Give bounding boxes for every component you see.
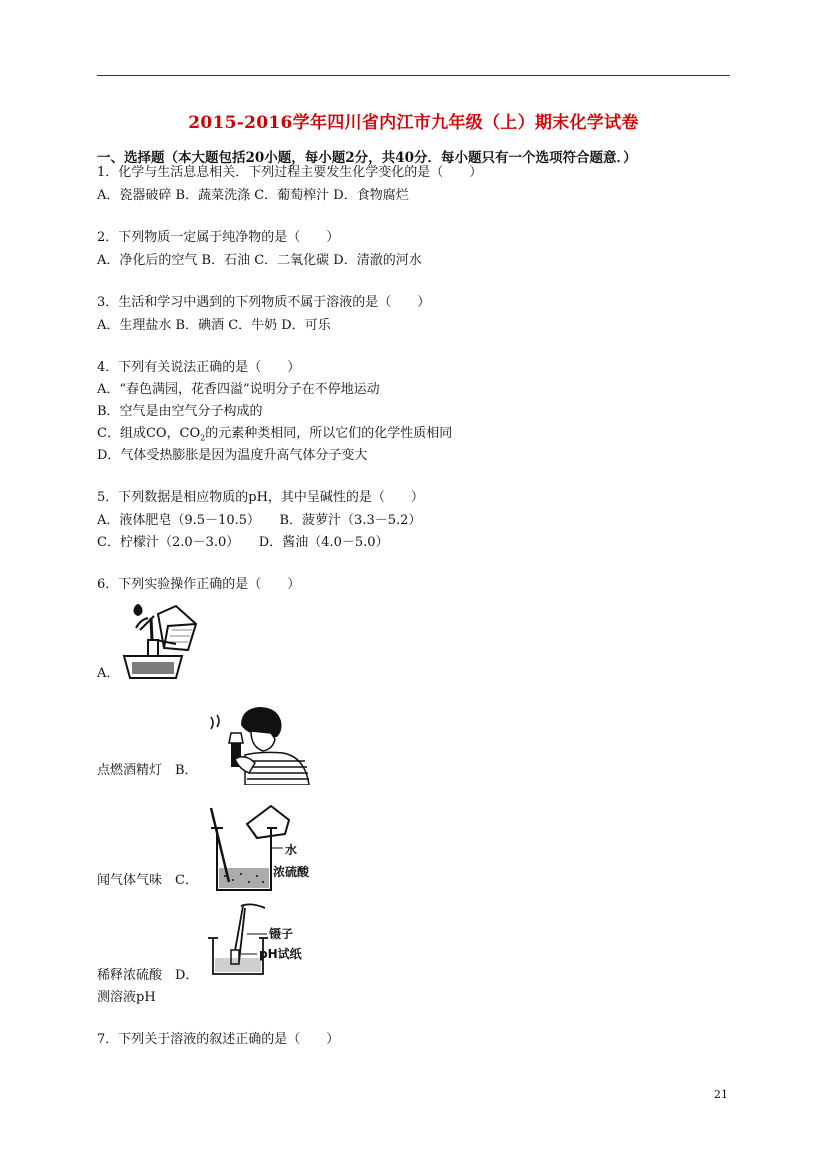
q4-c-prefix: C．组成CO，CO [97, 426, 201, 441]
figure-ph-test [205, 900, 315, 978]
figure-c-label-acid: 浓硫酸 [273, 865, 310, 879]
question-6-option-b-label: 点燃酒精灯 B． [97, 763, 198, 778]
question-5-stem: 5．下列数据是相应物质的pH，其中呈碱性的是（ ） [97, 490, 424, 505]
question-3-options: A．生理盐水 B．碘酒 C．牛奶 D．可乐 [97, 318, 331, 333]
question-6-option-d-extra: 测溶液pH [97, 990, 156, 1005]
page-number: 21 [714, 1088, 728, 1101]
question-1-stem: 1．化学与生活息息相关．下列过程主要发生化学变化的是（ ） [97, 165, 483, 180]
question-4-option-a: A．“春色满园，花香四溢”说明分子在不停地运动 [97, 382, 380, 397]
question-4-option-d: D．气体受热膨胀是因为温度升高气体分子变大 [97, 448, 368, 463]
question-2-stem: 2．下列物质一定属于纯净物的是（ ） [97, 230, 340, 245]
figure-d-label-ph-paper: pH试纸 [259, 947, 302, 961]
question-4-option-c [97, 426, 452, 447]
question-4-stem: 4．下列有关说法正确的是（ ） [97, 360, 301, 375]
q4-c-suffix: 的元素种类相同，所以它们的化学性质相同 [205, 426, 453, 441]
figure-c-label-water: 水 [285, 843, 298, 857]
question-4-option-b: B．空气是由空气分子构成的 [97, 404, 263, 419]
figure-d-label-tweezers: 镊子 [269, 927, 294, 941]
question-6-option-d-label: 稀释浓硫酸 D． [97, 968, 199, 983]
question-7-stem: 7．下列关于溶液的叙述正确的是（ ） [97, 1032, 340, 1047]
section-heading: 一、选择题（本大题包括20小题，每小题2分，共40分．每小题只有一个选项符合题意．） [97, 150, 637, 166]
question-5-options-ab: A．液体肥皂（9.5－10.5） B．菠萝汁（3.3－5.2） [97, 513, 422, 528]
question-5-options-cd: C．柠檬汁（2.0－3.0） D．酱油（4.0－5.0） [97, 535, 389, 550]
question-3-stem: 3．生活和学习中遇到的下列物质不属于溶液的是（ ） [97, 295, 431, 310]
page-title: 2015-2016学年四川省内江市九年级（上）期末化学试卷 [188, 113, 639, 133]
question-6-option-a-label: A． [97, 666, 120, 681]
figure-alcohol-lamp-lighting [118, 600, 200, 682]
q4-c-subscript: 2 [200, 433, 206, 443]
question-2-options: A．净化后的空气 B．石油 C．二氧化碳 D．清澈的河水 [97, 253, 422, 268]
question-1-options: A．瓷器破碎 B．蔬菜洗涤 C．葡萄榨汁 D．食物腐烂 [97, 188, 409, 203]
question-6-option-c-label: 闻气体气味 C． [97, 873, 198, 888]
header-rule [97, 75, 730, 76]
question-6-stem: 6．下列实验操作正确的是（ ） [97, 577, 301, 592]
figure-smelling-gas [205, 703, 315, 785]
figure-diluting-acid [205, 802, 320, 894]
